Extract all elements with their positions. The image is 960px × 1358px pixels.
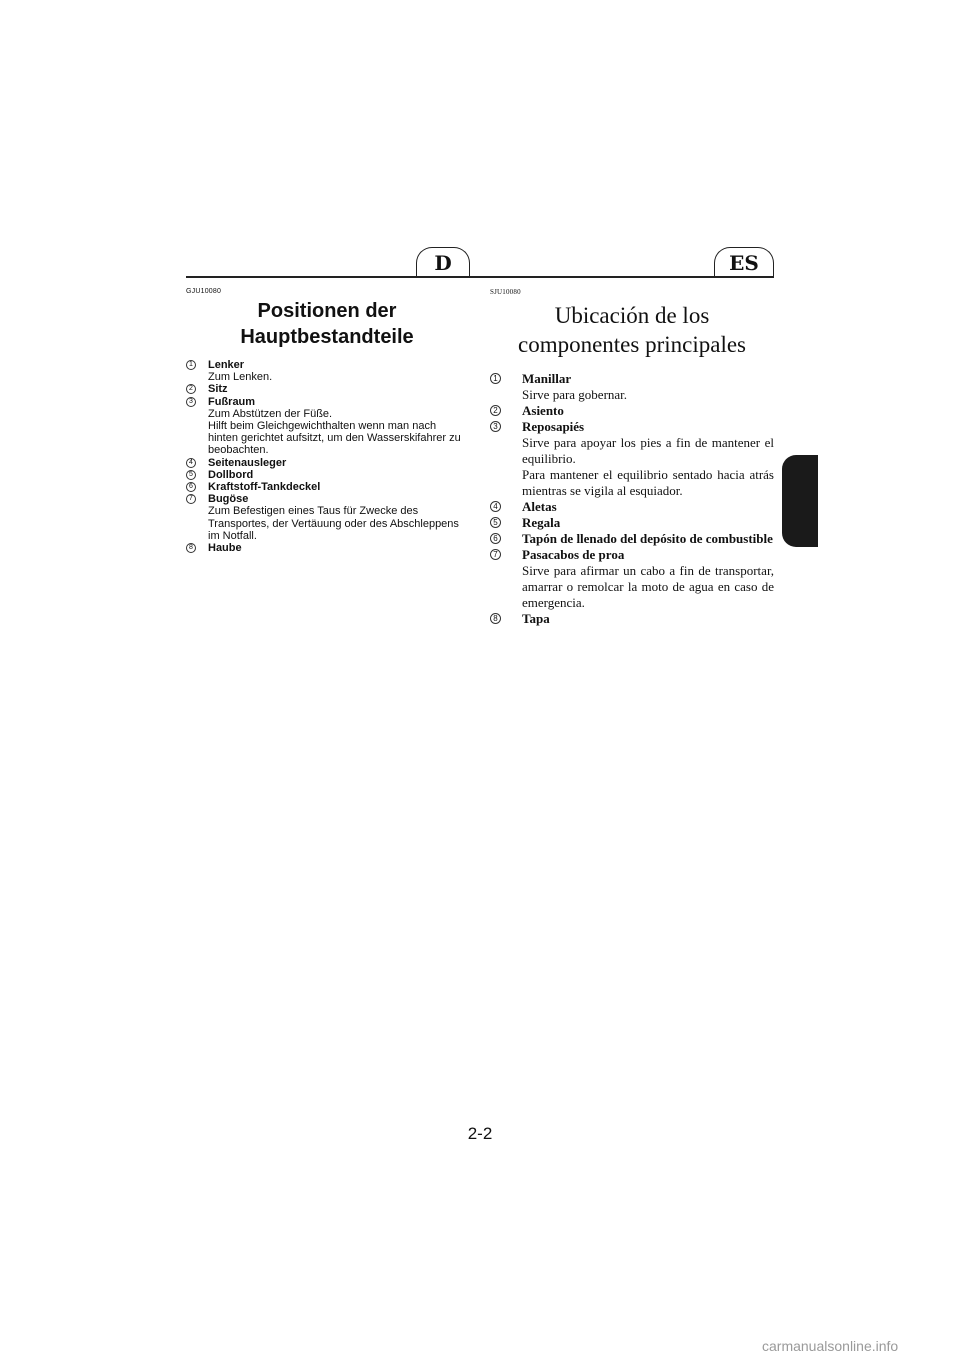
- list-item: [186, 457, 468, 469]
- item-title: Tapa: [522, 611, 550, 626]
- item-number: 6: [186, 482, 196, 492]
- item-number: 1: [490, 373, 501, 384]
- list-item: [186, 383, 468, 395]
- item-number: 2: [490, 405, 501, 416]
- item-description: Zum Abstützen der Füße. Hilft beim Gleichgewichthalten wenn man nach hinten gerichtet aufsitzt, um den Wasserskifahrer zu beobachten.: [208, 407, 461, 457]
- item-number: 7: [490, 549, 501, 560]
- item-title: Manillar: [522, 371, 572, 386]
- section-title: Ubicación de los componentes principales: [517, 303, 746, 357]
- list-item: [490, 419, 774, 499]
- item-number: 4: [186, 458, 196, 468]
- list-item: [490, 547, 774, 611]
- list-item: [186, 359, 468, 383]
- language-badge-spanish: ES: [714, 247, 774, 277]
- item-number: 5: [186, 470, 196, 480]
- list-item: [490, 611, 774, 627]
- header-rule: [186, 276, 774, 278]
- list-item: [186, 396, 468, 457]
- item-number: 2: [186, 384, 196, 394]
- item-description: Sirve para gobernar.: [522, 387, 628, 402]
- section-title: Positionen der Hauptbestandteile: [240, 300, 414, 348]
- item-title: Regala: [522, 515, 561, 530]
- chapter-tab: [782, 455, 818, 547]
- item-description: Sirve para afirmar un cabo a fin de transportar, amarrar o remolcar la moto de agua en caso de emergencia.: [522, 563, 774, 610]
- list-item: [490, 371, 774, 403]
- item-description: Zum Befestigen eines Taus für Zwecke des Transportes, der Vertäuung oder des Abschleppens im Notfall.: [208, 505, 459, 542]
- item-number: 8: [490, 613, 501, 624]
- item-number: 1: [186, 360, 196, 370]
- item-title: Dollbord: [208, 468, 254, 481]
- component-list: [490, 371, 774, 627]
- item-title: Asiento: [522, 403, 564, 418]
- german-column: [186, 288, 468, 554]
- item-number: 3: [490, 421, 501, 432]
- item-number: 3: [186, 397, 196, 407]
- list-item: [186, 469, 468, 481]
- item-title: Kraftstoff-Tankdeckel: [208, 481, 321, 494]
- item-title: Lenker: [208, 359, 245, 371]
- item-title: Haube: [208, 542, 242, 555]
- list-item: [186, 542, 468, 554]
- item-title: Sitz: [208, 383, 228, 396]
- list-item: [186, 493, 468, 542]
- item-number: 5: [490, 517, 501, 528]
- item-number: 6: [490, 533, 501, 544]
- list-item: [490, 531, 774, 547]
- item-title: Aletas: [522, 499, 557, 514]
- item-title: Tapón de llenado del depósito de combustible: [522, 531, 773, 546]
- list-item: [490, 515, 774, 531]
- language-badge-german: D: [416, 247, 470, 277]
- list-item: [490, 403, 774, 419]
- item-title: Bugöse: [208, 493, 249, 506]
- item-title: Seitenausleger: [208, 456, 287, 469]
- item-description: Zum Lenken.: [208, 371, 273, 384]
- item-number: 8: [186, 543, 196, 553]
- component-list: [186, 359, 468, 554]
- section-code: GJU10080: [186, 288, 222, 295]
- item-number: 4: [490, 501, 501, 512]
- section-code: SJU10080: [490, 288, 521, 296]
- item-number: 7: [186, 494, 196, 504]
- spanish-column: [490, 288, 774, 627]
- item-description: Sirve para apoyar los pies a fin de mantener el equilibrio. Para mantener el equilibrio sentado hacia atrás mientras se vigila al esquiador.: [522, 435, 774, 498]
- item-title: Reposapiés: [522, 419, 585, 434]
- item-title: Pasacabos de proa: [522, 547, 625, 562]
- item-title: Fußraum: [208, 395, 256, 408]
- page-number: 2-2: [467, 1124, 493, 1143]
- list-item: [186, 481, 468, 493]
- list-item: [490, 499, 774, 515]
- watermark: carmanualsonline.info: [762, 1338, 899, 1354]
